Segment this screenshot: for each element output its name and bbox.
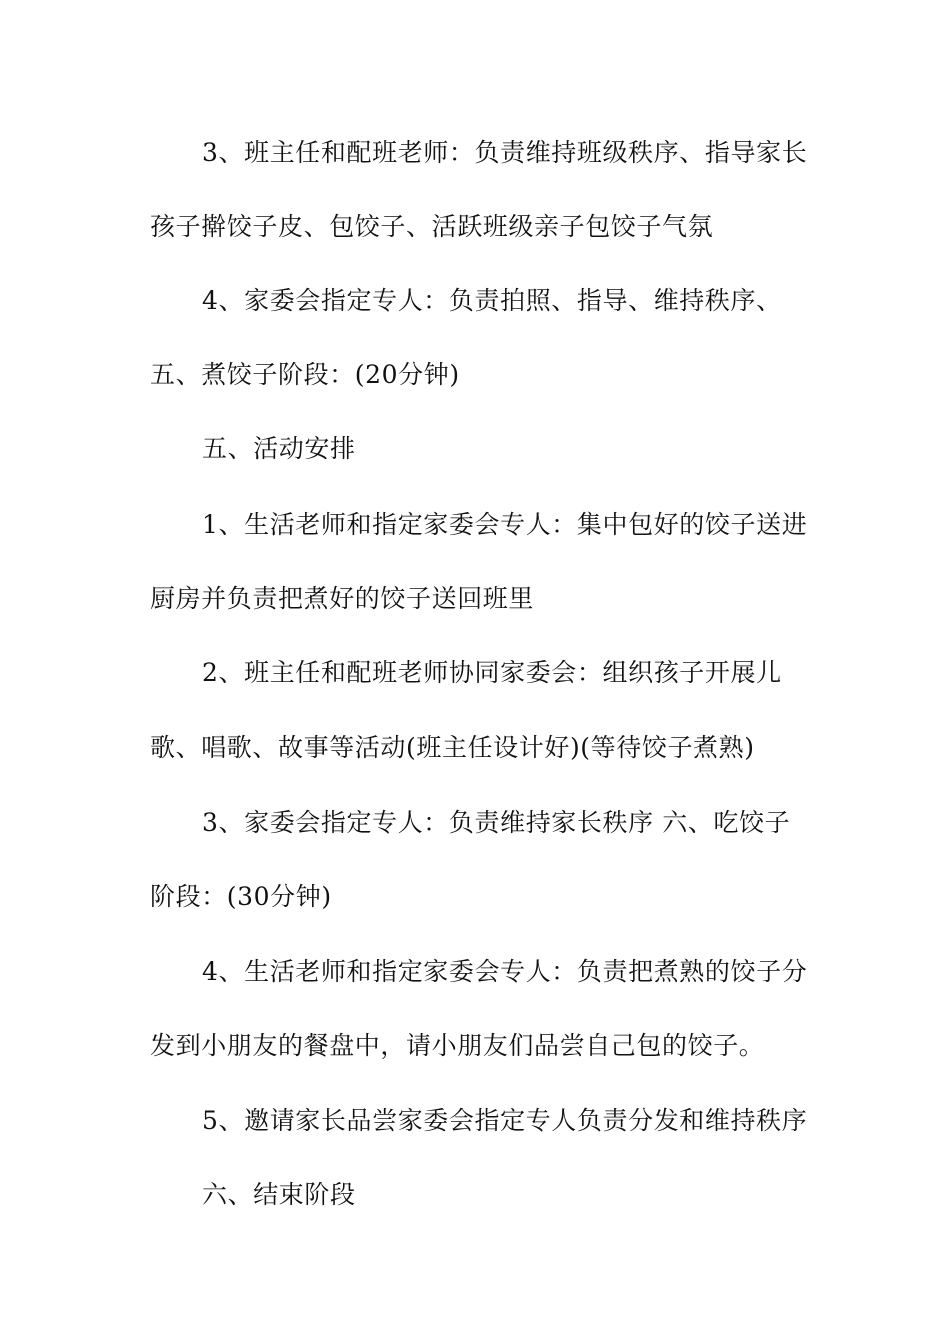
paragraph-line: 4、生活老师和指定家委会专人：负责把煮熟的饺子分 bbox=[202, 957, 808, 986]
section-heading: 六、结束阶段 bbox=[202, 1180, 356, 1209]
paragraph-line: 3、家委会指定专人：负责维持家长秩序 六、吃饺子 bbox=[202, 808, 791, 837]
section-heading: 五、活动安排 bbox=[202, 434, 356, 463]
paragraph-line: 孩子擀饺子皮、包饺子、活跃班级亲子包饺子气氛 bbox=[150, 212, 714, 241]
paragraph-line: 阶段：(30分钟) bbox=[150, 882, 332, 911]
paragraph-line: 3、班主任和配班老师：负责维持班级秩序、指导家长 bbox=[202, 138, 808, 167]
paragraph-line: 发到小朋友的餐盘中，请小朋友们品尝自己包的饺子。 bbox=[150, 1031, 765, 1060]
paragraph-line: 4、家委会指定专人：负责拍照、指导、维持秩序、 bbox=[202, 286, 782, 315]
paragraph-line: 歌、唱歌、故事等活动(班主任设计好)(等待饺子煮熟) bbox=[150, 733, 755, 762]
paragraph-line: 1、生活老师和指定家委会专人：集中包好的饺子送进 bbox=[202, 510, 808, 539]
paragraph-line: 2、班主任和配班老师协同家委会：组织孩子开展儿 bbox=[202, 658, 782, 687]
paragraph-line: 厨房并负责把煮好的饺子送回班里 bbox=[150, 584, 535, 613]
section-heading: 五、煮饺子阶段：(20分钟) bbox=[150, 360, 460, 389]
paragraph-line: 5、邀请家长品尝家委会指定专人负责分发和维持秩序 bbox=[202, 1106, 808, 1135]
